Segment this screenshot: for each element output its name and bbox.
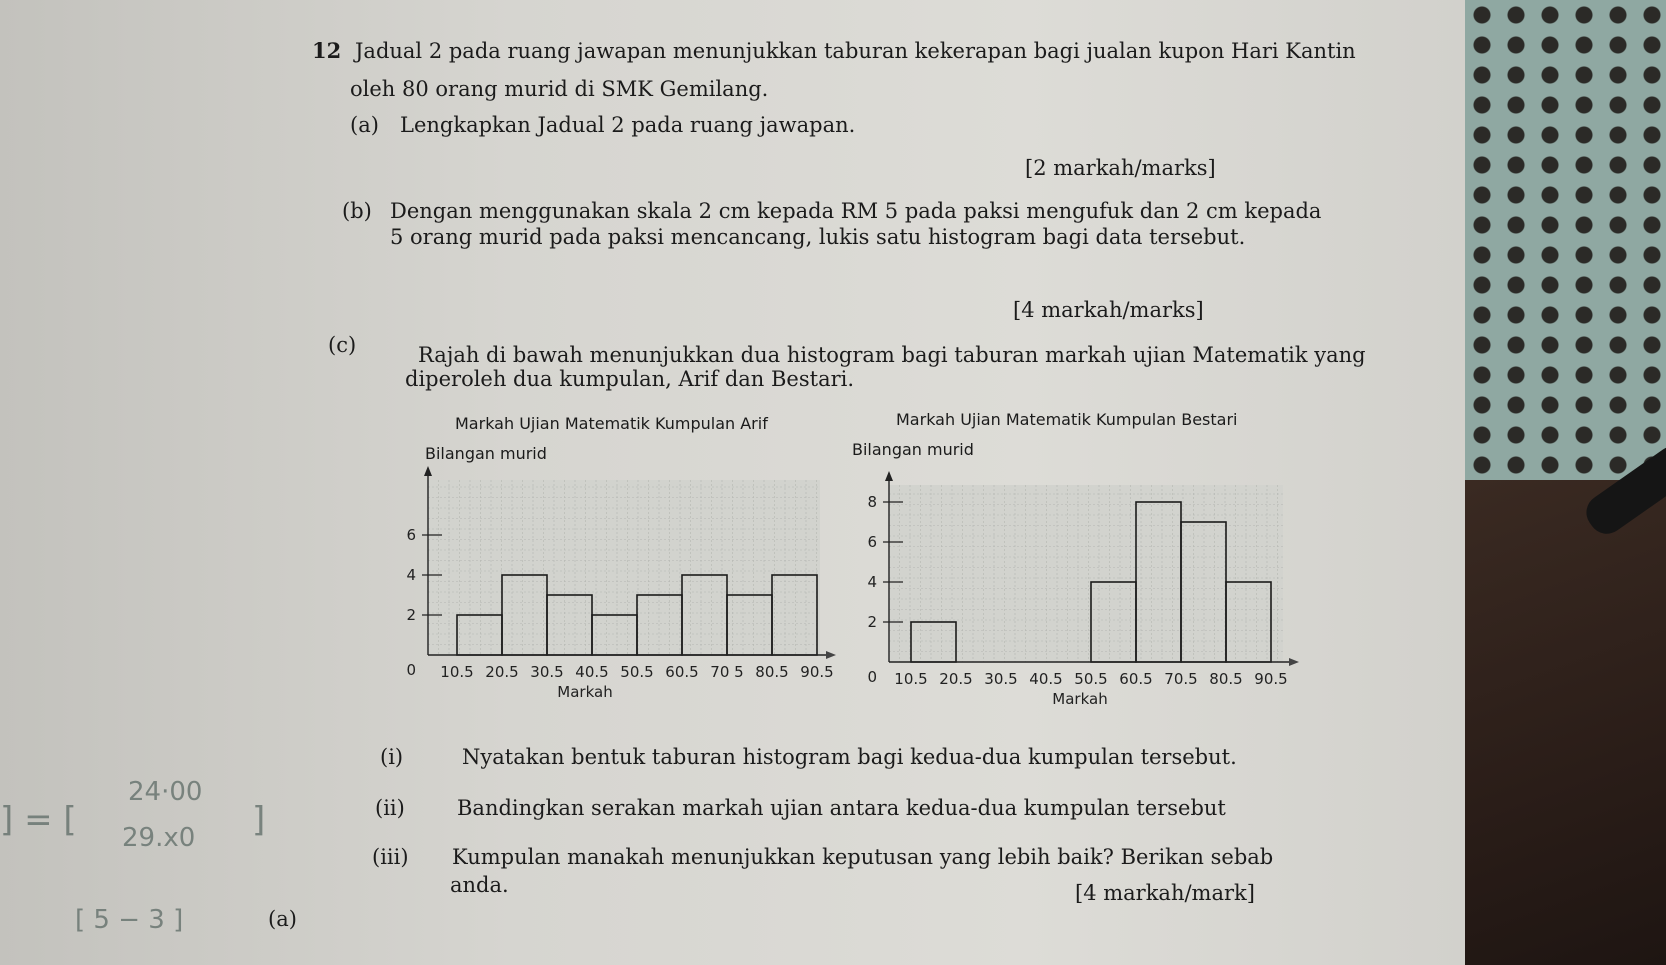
handwriting-bracket-right: ] <box>252 800 266 840</box>
x-tick-label: 50.5 <box>620 663 654 681</box>
next-part-label: (a) <box>268 907 297 931</box>
x-tick-label: 70 5 <box>710 663 744 681</box>
part-c-text-2: diperoleh dua kumpulan, Arif dan Bestari. <box>405 367 855 391</box>
x-axis-label: Markah <box>1052 690 1108 708</box>
part-ci-label: (i) <box>380 745 404 769</box>
part-ciii-label: (iii) <box>372 845 409 869</box>
y-tick-label: 2 <box>406 606 416 624</box>
mat-pattern <box>1465 0 1666 500</box>
origin-label: 0 <box>406 661 416 679</box>
part-b-label: (b) <box>342 199 372 223</box>
question-line-1: Jadual 2 pada ruang jawapan menunjukkan taburan kekerapan bagi jualan kupon Hari Kantin <box>355 39 1356 63</box>
chart-bestari-svg <box>855 455 1300 725</box>
x-axis-arrow <box>826 651 836 659</box>
chart-arif-title: Markah Ujian Matematik Kumpulan Arif <box>455 414 768 433</box>
x-tick-label: 90.5 <box>800 663 834 681</box>
part-b-marks: [4 markah/marks] <box>1013 298 1204 322</box>
part-cii-label: (ii) <box>375 796 405 820</box>
part-cii-text: Bandingkan serakan markah ujian antara kedua-dua kumpulan tersebut <box>457 796 1226 820</box>
y-tick-label: 4 <box>406 566 416 584</box>
part-a-marks: [2 markah/marks] <box>1025 156 1216 180</box>
part-ciii-text-1: Kumpulan manakah menunjukkan keputusan yang lebih baik? Berikan sebab <box>452 845 1274 869</box>
question-number: 12 <box>312 38 342 63</box>
x-tick-label: 30.5 <box>530 663 564 681</box>
x-tick-label: 80.5 <box>1209 670 1243 688</box>
table-surface <box>1465 480 1666 965</box>
part-a-text: Lengkapkan Jadual 2 pada ruang jawapan. <box>400 113 856 137</box>
x-tick-label: 60.5 <box>1119 670 1153 688</box>
x-tick-label: 50.5 <box>1074 670 1108 688</box>
graph-paper-1 <box>889 485 1283 662</box>
chart-arif-ylabel: Bilangan murid <box>425 444 547 463</box>
y-tick-label: 6 <box>406 526 416 544</box>
origin-label: 0 <box>867 668 877 686</box>
x-axis-arrow <box>1289 658 1299 666</box>
part-b-text-2: 5 orang murid pada paksi mencancang, lukis satu histogram bagi data tersebut. <box>390 225 1246 249</box>
x-tick-label: 70.5 <box>1164 670 1198 688</box>
x-tick-label: 60.5 <box>665 663 699 681</box>
handwriting-line-1: 24·00 <box>128 777 203 807</box>
handwriting-line-3: [ 5 − 3 ] <box>75 905 184 935</box>
chart-arif-svg <box>400 455 845 710</box>
y-axis-arrow <box>424 466 432 476</box>
part-ci-text: Nyatakan bentuk taburan histogram bagi kedua-dua kumpulan tersebut. <box>462 745 1237 769</box>
graph-paper-0 <box>428 480 820 655</box>
x-tick-label: 20.5 <box>485 663 519 681</box>
handwriting-line-2: 29.x0 <box>122 823 196 853</box>
chart-bestari-ylabel: Bilangan murid <box>852 440 974 459</box>
x-tick-label: 90.5 <box>1254 670 1288 688</box>
x-tick-label: 20.5 <box>939 670 973 688</box>
part-c-text-1: Rajah di bawah menunjukkan dua histogram bagi taburan markah ujian Matematik yang <box>418 343 1366 367</box>
y-axis-arrow <box>885 471 893 481</box>
part-a-label: (a) <box>350 113 379 137</box>
part-c-label: (c) <box>328 333 357 357</box>
x-tick-label: 40.5 <box>575 663 609 681</box>
y-tick-label: 8 <box>867 493 877 511</box>
handwriting-bracket-left: ] = [ <box>0 800 77 840</box>
y-tick-label: 6 <box>867 533 877 551</box>
part-c-marks: [4 markah/mark] <box>1075 881 1255 905</box>
x-tick-label: 10.5 <box>894 670 928 688</box>
part-b-text-1: Dengan menggunakan skala 2 cm kepada RM 5 pada paksi mengufuk dan 2 cm kepada <box>390 199 1322 223</box>
chart-bestari-title: Markah Ujian Matematik Kumpulan Bestari <box>896 410 1238 429</box>
question-line-2: oleh 80 orang murid di SMK Gemilang. <box>350 77 769 101</box>
x-tick-label: 40.5 <box>1029 670 1063 688</box>
x-tick-label: 10.5 <box>440 663 474 681</box>
x-axis-label: Markah <box>557 683 613 701</box>
x-tick-label: 30.5 <box>984 670 1018 688</box>
x-tick-label: 80.5 <box>755 663 789 681</box>
y-tick-label: 4 <box>867 573 877 591</box>
part-ciii-text-2: anda. <box>450 873 509 897</box>
y-tick-label: 2 <box>867 613 877 631</box>
